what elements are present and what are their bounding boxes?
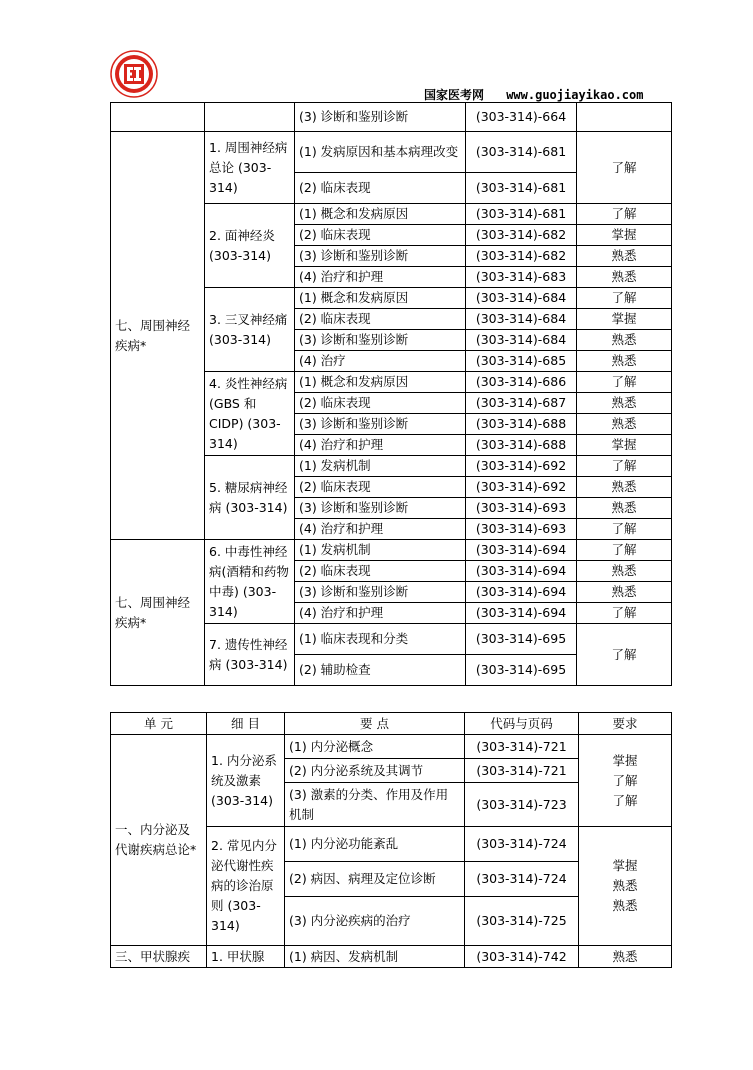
point-cell: (2) 临床表现 xyxy=(295,225,466,246)
requirement-cell: 了解 xyxy=(577,372,672,393)
requirement-value: 了解 xyxy=(612,792,638,808)
code-cell: (303-314)-681 xyxy=(466,132,577,173)
point-cell: (4) 治疗和护理 xyxy=(295,603,466,624)
header-code: 代码与页码 xyxy=(465,713,579,735)
unit-cell: 七、周围神经疾病* xyxy=(111,132,205,540)
point-cell: (1) 概念和发病原因 xyxy=(295,372,466,393)
requirement-cell: 熟悉 xyxy=(577,267,672,288)
item-cell: 7. 遗传性神经病 (303-314) xyxy=(205,624,295,686)
requirement-cell: 了解 xyxy=(577,288,672,309)
point-cell: (2) 临床表现 xyxy=(295,309,466,330)
syllabus-table-1 xyxy=(110,102,672,686)
requirement-cell: 熟悉 xyxy=(577,498,672,519)
unit-cell: 一、内分泌及代谢疾病总论* xyxy=(111,735,207,946)
requirement-value: 熟悉 xyxy=(612,878,638,893)
site-logo xyxy=(110,50,158,98)
point-cell: (1) 发病机制 xyxy=(295,540,466,561)
item-cell: 2. 面神经炎 (303-314) xyxy=(205,204,295,288)
point-cell: (1) 发病原因和基本病理改变 xyxy=(295,132,466,173)
table-row xyxy=(111,103,672,132)
point-cell: (2) 病因、病理及定位诊断 xyxy=(285,862,465,897)
code-cell: (303-314)-687 xyxy=(466,393,577,414)
syllabus-table-2 xyxy=(110,712,672,968)
table-header-row xyxy=(111,713,672,735)
point-cell: (2) 临床表现 xyxy=(295,173,466,204)
requirement-cell: 熟悉 xyxy=(577,582,672,603)
requirement-cell: 熟悉 xyxy=(577,477,672,498)
item-cell: 1. 内分泌系统及激素 (303-314) xyxy=(207,735,285,827)
requirement-value: 了解 xyxy=(612,772,638,788)
requirement-cell xyxy=(577,132,672,204)
code-cell: (303-314)-694 xyxy=(466,603,577,624)
code-cell: (303-314)-686 xyxy=(466,372,577,393)
requirement-value: 了解 xyxy=(611,159,637,175)
code-cell: (303-314)-688 xyxy=(466,414,577,435)
code-cell: (303-314)-688 xyxy=(466,435,577,456)
point-cell: (4) 治疗 xyxy=(295,351,466,372)
code-cell: (303-314)-724 xyxy=(465,827,579,862)
item-cell: 4. 炎性神经病 (GBS 和 CIDP) (303-314) xyxy=(205,372,295,456)
point-cell: (1) 概念和发病原因 xyxy=(295,204,466,225)
point-cell: (2) 临床表现 xyxy=(295,393,466,414)
point-cell: (2) 临床表现 xyxy=(295,561,466,582)
point-cell: (2) 临床表现 xyxy=(295,477,466,498)
point-cell: (2) 内分泌系统及其调节 xyxy=(285,759,465,783)
item-cell: 5. 糖尿病神经病 (303-314) xyxy=(205,456,295,540)
code-cell: (303-314)-684 xyxy=(466,309,577,330)
requirement-cell: 熟悉 xyxy=(577,330,672,351)
unit-cell: 七、周围神经疾病* xyxy=(111,540,205,686)
requirement-cell: 了解 xyxy=(577,204,672,225)
code-cell: (303-314)-682 xyxy=(466,225,577,246)
requirement-value: 掌握 xyxy=(612,858,638,873)
code-cell: (303-314)-681 xyxy=(466,204,577,225)
requirement-value: 掌握 xyxy=(612,752,638,768)
code-cell: (303-314)-682 xyxy=(466,246,577,267)
table-row xyxy=(111,132,672,173)
point-cell: (2) 辅助检查 xyxy=(295,655,466,686)
item-cell: 2. 常见内分泌代谢性疾病的诊治原则 (303-314) xyxy=(207,827,285,946)
code-cell: (303-314)-694 xyxy=(466,561,577,582)
requirement-cell: 了解 xyxy=(577,603,672,624)
point-cell: (1) 病因、发病机制 xyxy=(285,946,465,968)
item-cell: 3. 三叉神经痛 (303-314) xyxy=(205,288,295,372)
table-row xyxy=(111,946,672,968)
item-cell xyxy=(205,103,295,132)
requirement-cell xyxy=(579,735,672,827)
code-cell: (303-314)-683 xyxy=(466,267,577,288)
unit-cell xyxy=(111,103,205,132)
point-cell: (1) 发病机制 xyxy=(295,456,466,477)
code-cell: (303-314)-693 xyxy=(466,498,577,519)
requirement-cell: 熟悉 xyxy=(577,246,672,267)
code-cell: (303-314)-725 xyxy=(465,897,579,946)
code-cell: (303-314)-723 xyxy=(465,783,579,827)
point-cell: (3) 诊断和鉴别诊断 xyxy=(295,582,466,603)
header-unit: 单 元 xyxy=(111,713,207,735)
point-cell: (4) 治疗和护理 xyxy=(295,267,466,288)
requirement-cell: 熟悉 xyxy=(577,393,672,414)
header-requirement: 要求 xyxy=(579,713,672,735)
point-cell: (3) 诊断和鉴别诊断 xyxy=(295,414,466,435)
item-cell: 1. 甲状腺 xyxy=(207,946,285,968)
point-cell: (3) 诊断和鉴别诊断 xyxy=(295,103,466,132)
requirement-cell: 熟悉 xyxy=(577,561,672,582)
point-cell: (4) 治疗和护理 xyxy=(295,519,466,540)
point-cell: (3) 诊断和鉴别诊断 xyxy=(295,246,466,267)
requirement-cell: 掌握 xyxy=(577,309,672,330)
code-cell: (303-314)-685 xyxy=(466,351,577,372)
requirement-cell xyxy=(577,624,672,686)
point-cell: (3) 激素的分类、作用及作用机制 xyxy=(285,783,465,827)
point-cell: (1) 内分泌功能紊乱 xyxy=(285,827,465,862)
point-cell: (1) 临床表现和分类 xyxy=(295,624,466,655)
requirement-cell: 掌握 xyxy=(577,435,672,456)
code-cell: (303-314)-684 xyxy=(466,330,577,351)
header-item: 细 目 xyxy=(207,713,285,735)
point-cell: (1) 内分泌概念 xyxy=(285,735,465,759)
code-cell: (303-314)-695 xyxy=(466,624,577,655)
code-cell: (303-314)-693 xyxy=(466,519,577,540)
requirement-value: 熟悉 xyxy=(612,898,638,913)
code-cell: (303-314)-684 xyxy=(466,288,577,309)
point-cell: (3) 内分泌疾病的治疗 xyxy=(285,897,465,946)
code-cell: (303-314)-692 xyxy=(466,456,577,477)
site-url[interactable]: www.guojiayikao.com xyxy=(506,88,644,102)
requirement-cell: 熟悉 xyxy=(577,414,672,435)
requirement-cell: 了解 xyxy=(577,540,672,561)
header-points: 要 点 xyxy=(285,713,465,735)
requirement-cell: 熟悉 xyxy=(577,351,672,372)
code-cell: (303-314)-721 xyxy=(465,735,579,759)
code-cell: (303-314)-692 xyxy=(466,477,577,498)
requirement-cell: 了解 xyxy=(577,456,672,477)
item-cell: 1. 周围神经病总论 (303-314) xyxy=(205,132,295,204)
code-cell: (303-314)-694 xyxy=(466,540,577,561)
site-name: 国家医考网 xyxy=(424,88,485,102)
point-cell: (3) 诊断和鉴别诊断 xyxy=(295,330,466,351)
code-cell: (303-314)-724 xyxy=(465,862,579,897)
code-cell: (303-314)-742 xyxy=(465,946,579,968)
point-cell: (1) 概念和发病原因 xyxy=(295,288,466,309)
requirement-cell: 熟悉 xyxy=(579,946,672,968)
table-row xyxy=(111,735,672,759)
code-cell: (303-314)-664 xyxy=(466,103,577,132)
code-cell: (303-314)-721 xyxy=(465,759,579,783)
requirement-cell xyxy=(579,827,672,946)
code-cell: (303-314)-695 xyxy=(466,655,577,686)
requirement-value: 了解 xyxy=(611,646,637,662)
table-row xyxy=(111,540,672,561)
code-cell: (303-314)-694 xyxy=(466,582,577,603)
unit-cell: 三、甲状腺疾 xyxy=(111,946,207,968)
point-cell: (4) 治疗和护理 xyxy=(295,435,466,456)
requirement-cell xyxy=(577,103,672,132)
requirement-cell: 了解 xyxy=(577,519,672,540)
code-cell: (303-314)-681 xyxy=(466,173,577,204)
requirement-cell: 掌握 xyxy=(577,225,672,246)
point-cell: (3) 诊断和鉴别诊断 xyxy=(295,498,466,519)
site-header xyxy=(424,86,643,103)
item-cell: 6. 中毒性神经病(酒精和药物中毒) (303-314) xyxy=(205,540,295,624)
